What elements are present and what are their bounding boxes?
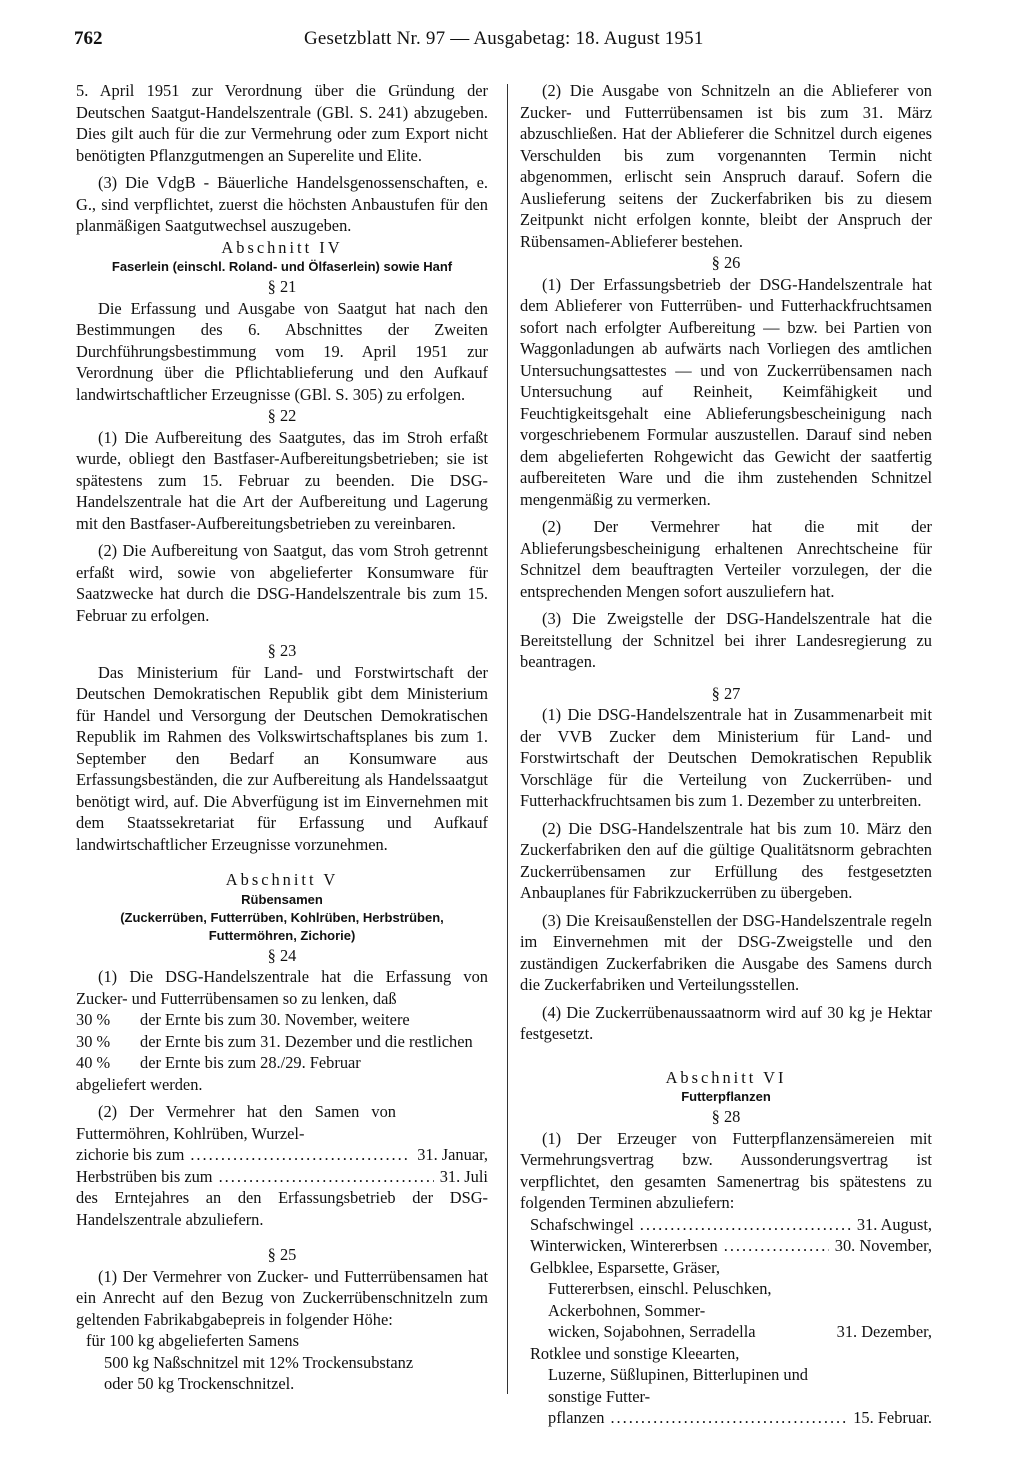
row-label: Herbstrüben bis zum [76,1166,213,1186]
percentage-row [76,1009,488,1031]
left-column [76,80,488,1395]
date-row [76,1166,488,1188]
leader-dots [640,1214,851,1236]
row-date: 30. November, [834,1236,932,1255]
running-title: Gesetzblatt Nr. 97 — Ausgabetag: 18. August 1951 [304,28,704,49]
paragraph: (1) Der Erfassungsbetrieb der DSG-Handelszentrale hat dem Ablieferer von Futterrüben- und Futterhackfruchtsamen sofort nach erfolgter Aufbereitung — bzw. bei Partien von Waggonladungen ab aufwärts nach Vorliegen des amtlichen Untersuchungsattestes — und von Zuckerrübensamen nach Untersuchung auf Reinheit, Keimfähigkeit und Feuchtigkeitsgehalt eine Ablieferungsbescheinigung nach vorgeschriebenem Formular auszustellen. Darauf sind neben dem abgelieferten Rohgewicht das Gewicht der saatfertig aufbereiteten Ware und die ihm zustehenden Schnitzel mengenmäßig zu vermerken. [520,274,932,509]
percentage: 40 % [76,1053,111,1072]
percentage: 30 % [76,1010,111,1029]
percentage-text: der Ernte bis zum 31. Dezember und die restlichen [140,1031,473,1051]
percentage-text: der Ernte bis zum 28./29. Februar [140,1053,361,1072]
row-label: Winterwicken, Wintererbsen [530,1236,718,1255]
paragraph: (1) Die Aufbereitung des Saatgutes, das im Stroh erfaßt wurde, obliegt den Bastfaser-Aufbereitungsbetrieben; sie ist spätestens zum 15. Februar zu beenden. Die DSG-Handelszentrale hat die Art der Aufbereitung und Lagerung mit den Bastfaser-Aufbereitungsbetrieben zu vereinbaren. [76,427,488,533]
paragraph: (1) Der Erzeuger von Futterpflanzensämereien mit Vermehrungsvertrag bzw. Aussonderungsvertrag ist verpflichtet, den gesamten Samenertrag bis spätestens zu folgenden Terminen abzuliefern: [520,1128,932,1212]
paragraph-number: § 23 [267,641,297,660]
row-label: zichorie bis zum [76,1145,185,1164]
paragraph: (3) Die Kreisaußenstellen der DSG-Handelszentrale regeln im Einvernehmen mit der DSG-Zweigstelle und den zuständigen Zuckerfabriken die Ausgabe des Samens durch die Zuckerfabriken und Verteilungsstellen. [520,910,932,994]
paragraph: (2) Die Aufbereitung von Saatgut, das vom Stroh getrennt erfaßt wird, sowie von abgelieferter Konsumware für Saatzwecke hat durch die DSG-Handelszentrale bis zum 15. Februar zu erfolgen. [76,541,488,625]
paragraph: (3) Die VdgB - Bäuerliche Handelsgenossenschaften, e. G., sind verpflichtet, zuerst die höchsten Anbaustufen für den planmäßigen Saatgutwechsel auszugeben. [76,173,488,235]
date-row [520,1321,932,1343]
row-label: Schafschwingel [530,1214,634,1234]
list-line: 500 kg Naßschnitzel mit 12% Trockensubstanz [104,1352,414,1372]
paragraph: Die Erfassung und Ausgabe von Saatgut hat nach den Bestimmungen des 6. Abschnittes der Zweiten Durchführungsbestimmung vom 19. April 1951 zur Verordnung über die Pflichtablieferung und den Aufkauf landwirtschaftlicher Erzeugnisse (GBl. S. 305) zu erfolgen. [76,298,488,404]
list-line: Gelbklee, Esparsette, Gräser, [530,1257,721,1277]
right-column [520,80,932,1429]
paragraph: abgeliefert werden. [76,1074,203,1094]
list-line: Luzerne, Süßlupinen, Bitterlupinen und sonstige Futter- [548,1365,808,1406]
paragraph: 5. April 1951 zur Verordnung über die Gründung der Deutschen Saatgut-Handelszentrale (GBl. S. 241) abzugeben. Dies gilt auch für die zur Vermehrung oder zum Export nicht benötigten Pflanzgutmengen an Superelite und Elite. [76,81,488,165]
paragraph: (1) Die DSG-Handelszentrale hat die Erfassung von Zucker- und Futterrübensamen so zu lenken, daß [76,967,488,1008]
row-label: wicken, Sojabohnen, Serradella [548,1322,756,1341]
paragraph-number: § 22 [267,406,297,425]
section-subtitle: (Zuckerrüben, Futterrüben, Kohlrüben, Herbstrüben, Futtermöhren, Zichorie) [120,909,444,943]
list-line: Futtererbsen, einschl. Peluschken, Ackerbohnen, Sommer- [548,1279,772,1320]
paragraph-number: § 27 [711,683,741,703]
page-number: 762 [74,28,103,49]
list-line: oder 50 kg Trockenschnitzel. [104,1374,295,1393]
paragraph-number: § 28 [711,1107,741,1126]
paragraph: (2) Der Vermehrer hat die mit der Ablieferungsbescheinigung erhaltenen Anrechtscheine für Schnitzel dem beauftragten Verteiler vorzulegen, der die entsprechenden Mengen sofort auszuliefern hat. [520,517,932,601]
row-date: 15. Februar. [853,1408,932,1427]
date-row [520,1235,932,1257]
percentage-row [76,1052,488,1074]
leader-dots [219,1166,434,1188]
paragraph-number: § 21 [267,277,297,296]
paragraph: (1) Der Vermehrer von Zucker- und Futterrübensamen hat ein Anrecht auf den Bezug von Zuckerrübenschnitzeln zum geltenden Fabrikabgabepreis in folgender Höhe: [76,1266,488,1329]
paragraph: (2) Die DSG-Handelszentrale hat bis zum 10. März den Zuckerfabriken den auf die gültige Qualitätsnorm gebrachten Zuckerrübensamen zur Erfüllung des festgesetzten Anbauplanes für Fabrikzuckerrüben zu übergeben. [520,818,932,902]
section-heading: Abschnitt V [225,870,339,889]
paragraph: (4) Die Zuckerrübenaussaatnorm wird auf 30 kg je Hektar festgesetzt. [520,1002,932,1043]
page-header [74,28,934,58]
row-date: 31. Juli [439,1166,488,1186]
date-row [76,1144,488,1166]
row-date: 31. August, [856,1214,932,1234]
leader-dots [190,1144,411,1166]
paragraph: Das Ministerium für Land- und Forstwirtschaft der Deutschen Demokratischen Republik gibt dem Ministerium für Handel und Versorgung der Deutschen Demokratischen Republik im Rahmen des Volkswirtschaftsplanes bis zum 1. September den Bedarf an Konsumware aus Erfassungsbeständen, die zur Aufbereitung als Handelssaatgut benötigt wird, auf. Die Abverfügung ist im Einvernehmen mit dem Staatssekretariat für Erfassung und Aufkauf landwirtschaftlicher Erzeugnisse vorzunehmen. [76,662,488,854]
list-line: Rotklee und sonstige Kleearten, [530,1343,740,1363]
section-heading: Abschnitt VI [665,1067,787,1087]
row-date: 31. Dezember, [836,1322,932,1341]
paragraph: des Erntejahres an den Erfassungsbetrieb der DSG-Handelszentrale abzuliefern. [76,1188,488,1229]
leader-dots [724,1235,829,1257]
percentage: 30 % [76,1031,111,1051]
date-row [520,1407,932,1429]
section-title: Rübensamen [241,891,323,907]
percentage-row [76,1031,488,1053]
section-title: Futterpflanzen [681,1089,771,1104]
percentage-text: der Ernte bis zum 30. November, weitere [140,1010,410,1029]
list-line: für 100 kg abgelieferten Samens [86,1331,300,1350]
paragraph-number: § 24 [267,945,297,965]
date-row [520,1214,932,1236]
row-date: 31. Januar, [417,1145,488,1164]
paragraph: (2) Die Ausgabe von Schnitzeln an die Ablieferer von Zucker- und Futterrübensamen ist bis zum 31. März abzuschließen. Hat der Ablieferer die Schnitzel durch eigenes Verschulden bis zum vorgenannten Termin nicht abgenommen, erlischt sein Anspruch darauf. Sofern die Auslieferung seitens der Zuckerfabriken bis zu diesem Zeitpunkt nicht erfolgen konnte, bleibt der Anspruch der Rübensamen-Ablieferer bestehen. [520,81,932,251]
paragraph-number: § 26 [711,253,741,272]
paragraph: (2) Der Vermehrer hat den Samen von Futtermöhren, Kohlrüben, Wurzel- [76,1102,396,1143]
paragraph-number: § 25 [267,1245,297,1264]
row-label: pflanzen [548,1408,605,1427]
leader-dots [610,1407,847,1429]
section-title: Faserlein (einschl. Roland- und Ölfaserlein) sowie Hanf [111,259,453,274]
paragraph: (1) Die DSG-Handelszentrale hat in Zusammenarbeit mit der VVB Zucker dem Ministerium für Land- und Forstwirtschaft der Deutschen Demokratischen Republik Vorschläge für die Verteilung von Zuckerrüben- und Futterhackfruchtsamen bis zum 1. Dezember zu unterbreiten. [520,705,932,810]
column-divider [507,84,508,1394]
section-heading: Abschnitt IV [221,237,343,257]
paragraph: (3) Die Zweigstelle der DSG-Handelszentrale hat die Bereitstellung der Schnitzel bei ihrer Landesregierung zu beantragen. [520,609,932,671]
